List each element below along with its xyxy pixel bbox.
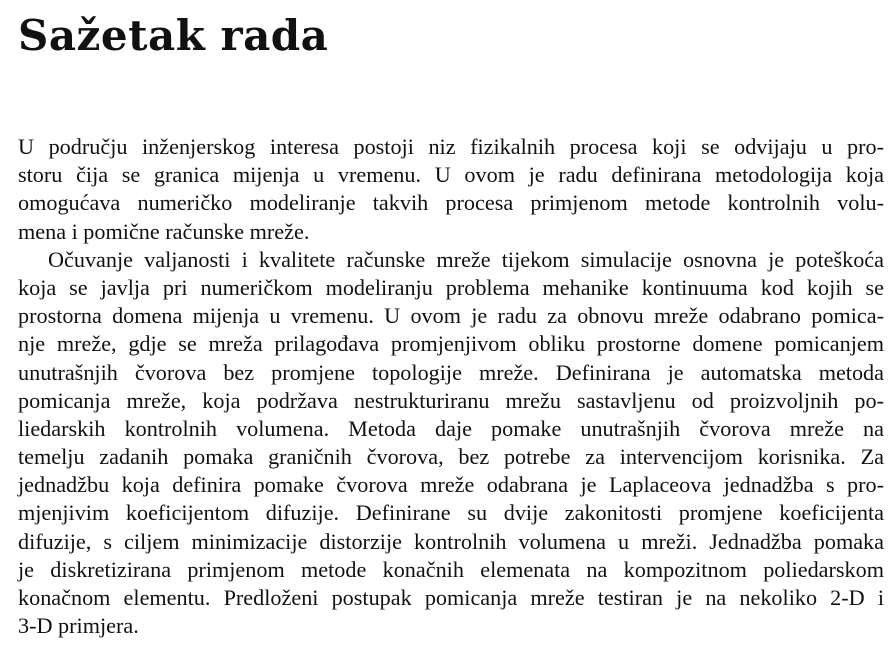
text-line: temelju zadanih pomaka graničnih čvorova, bez potrebe za intervencijom korisnika. Za bbox=[18, 444, 884, 470]
text-line: mena i pomične računske mreže. bbox=[18, 218, 310, 244]
paragraph-2 bbox=[18, 246, 884, 641]
text-line: liedarskih kontrolnih volumena. Metoda daje pomake unutrašnjih čvorova mreže na bbox=[18, 415, 884, 441]
text-line: je diskretizirana primjenom metode konačnih elemenata na kompozitnom poliedarskom bbox=[18, 556, 884, 582]
page-title: Sažetak rada bbox=[18, 11, 329, 60]
abstract-body bbox=[18, 133, 884, 640]
text-line: 3-D primjera. bbox=[18, 613, 139, 639]
text-line: U području inženjerskog interesa postoji niz fizikalnih procesa koji se odvijaju u pro- bbox=[18, 134, 884, 159]
text-line: mjenjivim koeficijentom difuzije. Definirane su dvije zakonitosti promjene koeficijenta bbox=[18, 500, 884, 526]
text-line: omogućava numeričko modeliranje takvih procesa primjenom metode kontrolnih volu- bbox=[18, 190, 884, 216]
text-line: konačnom elementu. Predloženi postupak pomicanja mreže testiran je na nekoliko 2-D i bbox=[18, 585, 884, 610]
text-line: pomicanja mreže, koja podržava nestrukturiranu mrežu sastavljenu od proizvoljnih po- bbox=[18, 387, 884, 413]
text-line: prostorna domena mijenja u vremenu. U ovom je radu za obnovu mreže odabrano pomica- bbox=[18, 303, 884, 329]
text-line: koja se javlja pri numeričkom modeliranju problema mehanike kontinuuma kod kojih se bbox=[18, 274, 884, 300]
text-line: nje mreže, gdje se mreža prilagođava promjenjivom obliku prostorne domene pomicanjem bbox=[18, 331, 884, 357]
text-line: difuzije, s ciljem minimizacije distorzije kontrolnih volumena u mreži. Jednadžba pomaka bbox=[18, 528, 884, 554]
paragraph-1 bbox=[18, 133, 884, 246]
text-line: unutrašnjih čvorova bez promjene topologije mreže. Definirana je automatska metoda bbox=[18, 359, 884, 385]
text-line: jednadžbu koja definira pomake čvorova mreže odabrana je Laplaceova jednadžba s pro- bbox=[18, 472, 884, 498]
text-line: storu čija se granica mijenja u vremenu. U ovom je radu definirana metodologija koja bbox=[18, 162, 884, 188]
text-line: Očuvanje valjanosti i kvalitete računske mreže tijekom simulacije osnovna je poteškoća bbox=[48, 246, 884, 272]
